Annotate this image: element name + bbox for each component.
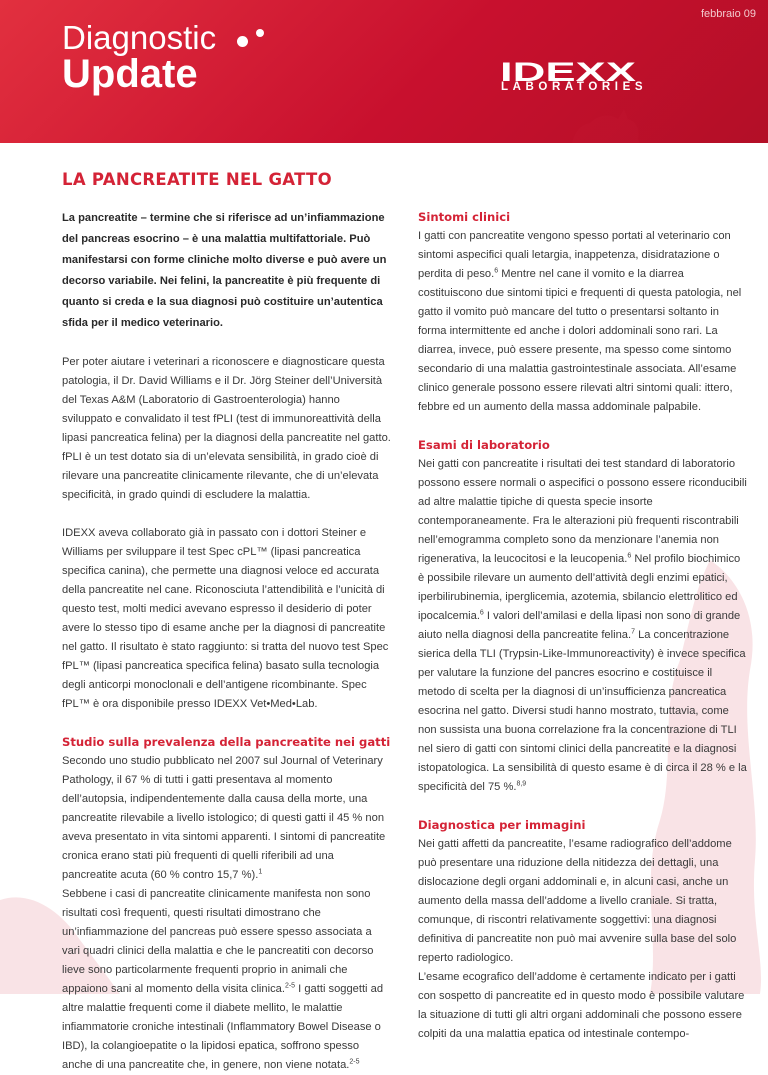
section-heading-prevalence: Studio sulla prevalenza della pancreatite nei gatti: [62, 735, 391, 749]
lab-paragraph: [418, 455, 748, 797]
left-column: [62, 208, 392, 1075]
reference-marker: 2-5: [284, 982, 296, 990]
prevalence-paragraph-2: [62, 885, 392, 1075]
section-heading-symptoms: Sintomi clinici: [418, 210, 511, 224]
reference-marker: 7: [631, 628, 635, 636]
prevalence-text-3: I gatti soggetti ad altre malattie frequenti come il diabete mellito, le malattie infiammatorie croniche intestinali (Inflammatory Bowel Disease o IBD), la colangioepatite o la lipidosi epatica, soffrono spesso anche di una pancreatite che, in genere, non viene notata.: [62, 983, 384, 1071]
prevalence-text-2: Sebbene i casi di pancreatite clinicamente manifesta non sono risultati così frequenti, questi risultati dimostrano che un’infiammazione del pancreas può essere spesso associata a vari quadri clinici della malattia e che le pancreatiti con decorso lieve sono particolarmente frequenti proprio in animali che appaiono sani al momento della visita clinica.: [62, 888, 374, 995]
reference-marker: 8,9: [516, 780, 527, 788]
brand-title-diagnostic: Diagnostic: [62, 19, 217, 56]
brand-title-update: Update: [62, 52, 198, 96]
reference-marker: 6: [627, 552, 632, 560]
lab-text-4: La concentrazione sierica della TLI (Trypsin-Like-Immunoreactivity) è invece specifica per valutare la funzione del pancres esocrino e costituisce il metodo di scelta per la diagnosi di un’insufficienza pancreatica esocrina nel gatto. Diversi studi hanno mostrato, tuttavia, come non sussista una buona correlazione fra la concentrazione di TLI nel siero di gatti con sintomi clinici della pancreatite e la diagnosi istopatologica. La sensibilità di questo esame è di circa il 28 % e la specificità del 75 %.: [418, 629, 747, 793]
prevalence-text-1: Secondo uno studio pubblicato nel 2007 sul Journal of Veterinary Pathology, il 67 % di tutti i gatti presentava al momento dell’autopsia, indipendentemente dalla causa della morte, una pancreatite rilevabile a livello istologico; di questi gatti il 45 % non aveva presentato in vita sintomi apparenti. I sintomi di pancreatite cronica erano stati più frequenti di quelli riferibili ad una pancreatite acuta (60 % contro 15,7 %).: [62, 755, 386, 881]
lead-paragraph: La pancreatite – termine che si riferisce ad un’infiammazione del pancreas esocrino – è una malattia multifattoriale. Può manifestarsi con forme cliniche molto diverse e può avere un decorso variabile. Nei felini, la pancreatite è più frequente di quanto si creda e la sua diagnosi può costituire un’autentica sfida per il medico veterinario.: [62, 212, 387, 329]
article-title: LA PANCREATITE NEL GATTO: [62, 170, 332, 189]
decorative-dot: [237, 36, 248, 47]
reference-marker: 2-5: [349, 1058, 360, 1066]
cat-silhouette-icon: [560, 95, 650, 143]
decorative-dot: [256, 29, 264, 37]
section-heading-imaging: Diagnostica per immagini: [418, 818, 586, 832]
logo-subtext: LABORATORIES: [501, 81, 648, 93]
logo-wordmark: IDEXX: [500, 60, 636, 87]
reference-marker: 6: [494, 267, 499, 275]
reference-marker: 1: [258, 868, 263, 876]
lab-text-2: Nel profilo biochimico è possibile rilevare un aumento dell’attività degli enzimi epatici, iperbilirubinemia, iperglicemia, azotemia, sbilancio elettrolitico ed ipocalcemia.: [418, 553, 741, 622]
prevalence-paragraph-1: [62, 752, 392, 885]
header-banner: [0, 0, 768, 143]
intro-paragraph-2: IDEXX aveva collaborato già in passato con i dottori Steiner e Williams per sviluppare il test Spec cPL™ (lipasi pancreatica specifica canina), che permette una diagnosi veloce ed accurata della pancreatite nel cane. Riconosciuta l’attendibilità e l’unicità di questo test, molti medici avevano espresso il desiderio di poter avere lo stesso tipo di esame anche per la diagnosi di pancreatite nel gatto. Il risultato è stato raggiunto: si tratta del nuovo test Spec fPL™ (lipasi pancreatica specifica felina) basato sulla tecnologia degli anticorpi monoclonali e dell’antigene ricombinante. Spec fPL™ è ora disponibile presso IDEXX Vet•Med•Lab.: [62, 527, 389, 710]
intro-paragraph-1: Per poter aiutare i veterinari a riconoscere e diagnosticare questa patologia, il Dr. David Williams e il Dr. Jörg Steiner dell’Università del Texas A&M (Laboratorio di Gastroenterologia) hanno sviluppato e convalidato il test fPLI (test di immunoreattività della lipasi pancreatica felina) per la diagnosi della pancreatite nel gatto. fPLI è un test dotato sia di un’elevata sensibilità, in grado cioè di rilevare una pancreatite clinicamente rilevante, che di un’elevata specificità, in grado quindi di escludere la malattia.: [62, 356, 391, 501]
symptoms-paragraph: [418, 227, 748, 417]
section-heading-lab: Esami di laboratorio: [418, 438, 550, 452]
reference-marker: 6: [479, 609, 484, 617]
imaging-paragraph-2: L’esame ecografico dell’addome è certamente indicato per i gatti con sospetto di pancreatite ed in questo modo è possibile valutare la situazione di tutti gli altri organi addominali che possono essere colpiti da una malattia epatica od intestinale contempo-: [418, 971, 745, 1040]
lab-text-1: Nei gatti con pancreatite i risultati dei test standard di laboratorio possono essere normali o aspecifici o possono essere riconducibili ad altre malattie tipiche di questa specie insorte contemporaneamente. Fra le alterazioni più frequenti riscontrabili nell’emogramma completo sono da menzionare l’anemia non rigenerativa, la leucocitosi e la leucopenia.: [418, 458, 747, 565]
lab-text-3: I valori dell’amilasi e della lipasi non sono di grande aiuto nella diagnosi della pancreatite felina.: [418, 610, 741, 641]
issue-date: febbraio 09: [700, 8, 756, 20]
symptoms-text-2: Mentre nel cane il vomito e la diarrea costituiscono due sintomi tipici e frequenti di questa patologia, nel gatto il vomito può mancare del tutto o presentarsi soltanto in forma intermittente ed anche i dolori addominali sono rari. La diarrea, invece, può essere presente, ma spesso come sintomo secondario di una malattia gastrointestinale associata. All’esame clinico generale possono essere rilevati altri sintomi quali: ittero, febbre ed un aumento della massa addominale palpabile.: [418, 268, 742, 413]
symptoms-text-1: I gatti con pancreatite vengono spesso portati al veterinario con sintomi aspecifici quali letargia, inappetenza, disidratazione o perdita di peso.: [418, 230, 731, 280]
right-column: [418, 208, 748, 1044]
imaging-paragraph-1: Nei gatti affetti da pancreatite, l’esame radiografico dell’addome può presentare una riduzione della nitidezza dei dettagli, una dislocazione degli organi addominali e, in alcuni casi, anche un aumento della massa dell’addome a livello craniale. Si tratta, comunque, di riscontri relativamente soggettivi: una diagnosi definitiva di pancreatite non può mai avvenire sulla base del solo reperto radiologico.: [418, 838, 737, 964]
